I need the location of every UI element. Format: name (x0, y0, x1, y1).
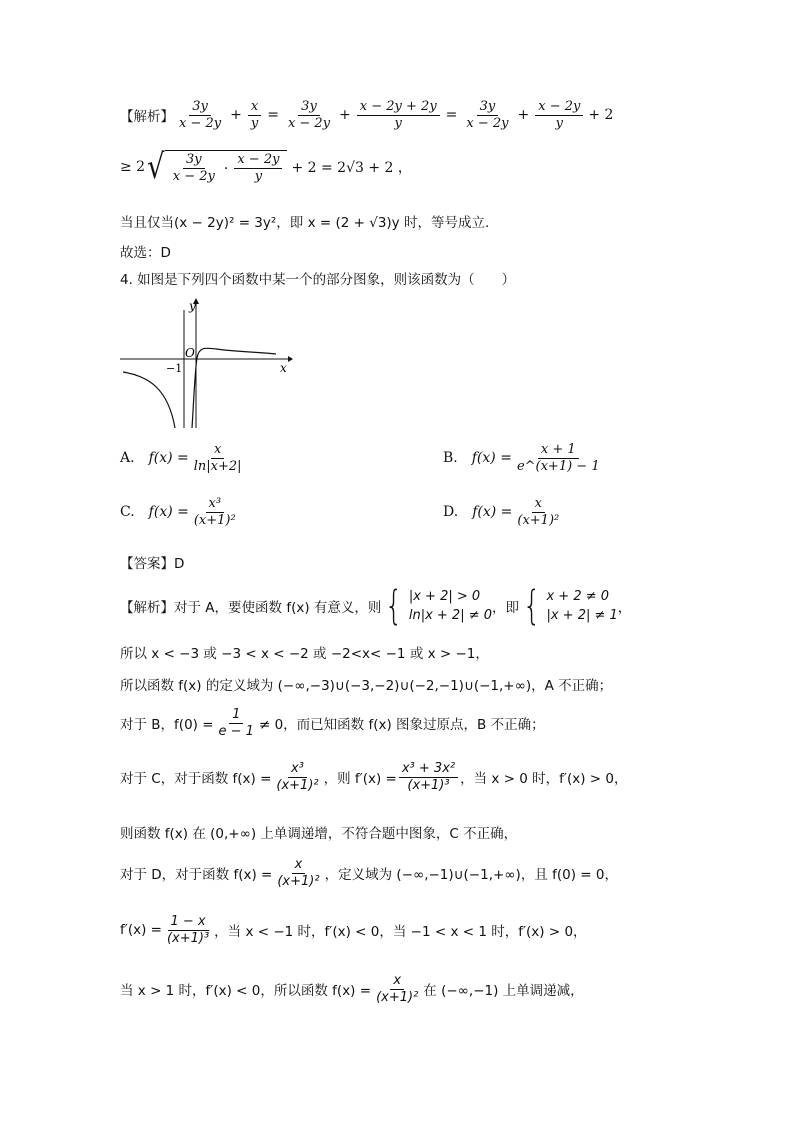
square-root: √ $\frac{3y}{x - 2y}$ · $\frac{x - 2y}{y}$ (145, 150, 287, 184)
analysis-tag: 【解析】 (120, 109, 174, 126)
option-c: C. f(x) = $\frac{\text{x³}}{\text{(x+1)²}}$ (120, 496, 236, 528)
analysis-line-8: f′(x) = $\frac{1 - x}{\text{(x+1)³}}$ ，当 x < −1 时，f′(x) < 0，当 −1 < x < 1 时，f′(x) > 0， (120, 914, 587, 946)
analysis-line-9: 当 x > 1 时，f′(x) < 0，所以函数 f(x) = $\frac{x}{\text{(x+1)²}}$ 在 (−∞,−1) 上单调递减， (120, 973, 584, 1005)
fraction: $\frac{x - 2y}{y}$ (535, 100, 583, 130)
question-4-stem: 4. 如图是下列四个函数中某一个的部分图象，则该函数为（ ） (120, 272, 516, 288)
fraction: $\frac{3y}{x - 2y}$ (466, 99, 509, 131)
analysis-line-4: 对于 B，f(0) = $\frac{1}{e - 1}$ ≠ 0，而已知函数 f(x) 图象过原点，B 不正确； (120, 707, 545, 739)
option-d: D. f(x) = $\frac{x}{\text{(x+1)²}}$ (443, 496, 560, 528)
inequality-prefix: ≥ 2 (120, 159, 146, 175)
origin-label: O (185, 346, 195, 360)
tick-minus-one: −1 (166, 362, 183, 375)
option-a: A. f(x) = $\frac{x}{\ln|x+2|}$ (120, 442, 242, 474)
solution-line-2 (120, 147, 412, 187)
system-brace: { x + 2 ≠ 0 |x + 2| ≠ 1 (522, 583, 618, 629)
analysis-line-7: 对于 D，对于函数 f(x) = $\frac{x}{\text{(x+1)²}}$ ，定义域为 (−∞,−1)∪(−1,+∞)，且 f(0) = 0， (120, 857, 618, 889)
plus-two: + 2 (588, 107, 614, 124)
fraction: $\frac{3y}{x - 2y}$ (287, 99, 331, 131)
analysis-line-2: 所以 x < −3 或 −3 < x < −2 或 −2<x< −1 或 x > −1， (120, 646, 489, 662)
q3-choice: 故选：D (120, 245, 171, 261)
analysis-line-6: 则函数 f(x) 在 (0,+∞) 上单调递增，不符合题中图象，C 不正确， (120, 826, 518, 842)
y-axis-label: y (189, 299, 196, 313)
analysis-line-3: 所以函数 f(x) 的定义域为 (−∞,−3)∪(−3,−2)∪(−2,−1)∪(−1,+∞)，A 不正确； (120, 678, 613, 694)
solution-line-1: 【解析】 $\frac{3y}{x - 2y}$ + $\frac{x}{y}$ = $\frac{3y}{x - 2y}$ + $\frac{x - 2y + 2y}{y}$ = $\frac{3y}{x - 2y}$ + $\frac{x - 2y}{y}$ + 2 (120, 99, 614, 131)
inequality-suffix: + 2 = 2√3 + 2 ， (291, 160, 412, 176)
option-b: B. f(x) = $\frac{x + 1}{e\^{}(x+1) - 1}$ (443, 442, 600, 474)
fraction: $\frac{x}{y}$ (248, 100, 261, 130)
system-brace: { |x + 2| > 0 ln|x + 2| ≠ 0 (385, 583, 493, 629)
analysis-line-1: 【解析】对于 A，要使函数 f(x) 有意义，则 { |x + 2| > 0 ln|x + 2| ≠ 0 ，即 { x + 2 ≠ 0 |x + 2| ≠ 1 ， (120, 583, 632, 629)
fraction: $\frac{3y}{x - 2y}$ (179, 99, 222, 131)
answer-line: 【答案】D (120, 556, 185, 572)
fraction: $\frac{x - 2y + 2y}{y}$ (357, 100, 440, 130)
analysis-line-5: 对于 C，对于函数 f(x) = $\frac{\text{x³}}{\text{(x+1)²}}$ ，则 f′(x) = $\frac{\text{x³ + 3x²}}{\text{(x+1)³}}$ ，当 x > 0 时，f′(x) > 0， (120, 761, 628, 793)
equality-condition: 当且仅当(x − 2y)² = 3y²，即 x = (2 + √3)y 时，等号成立. (120, 215, 490, 231)
x-axis-label: x (280, 361, 287, 375)
function-graph (118, 296, 293, 430)
